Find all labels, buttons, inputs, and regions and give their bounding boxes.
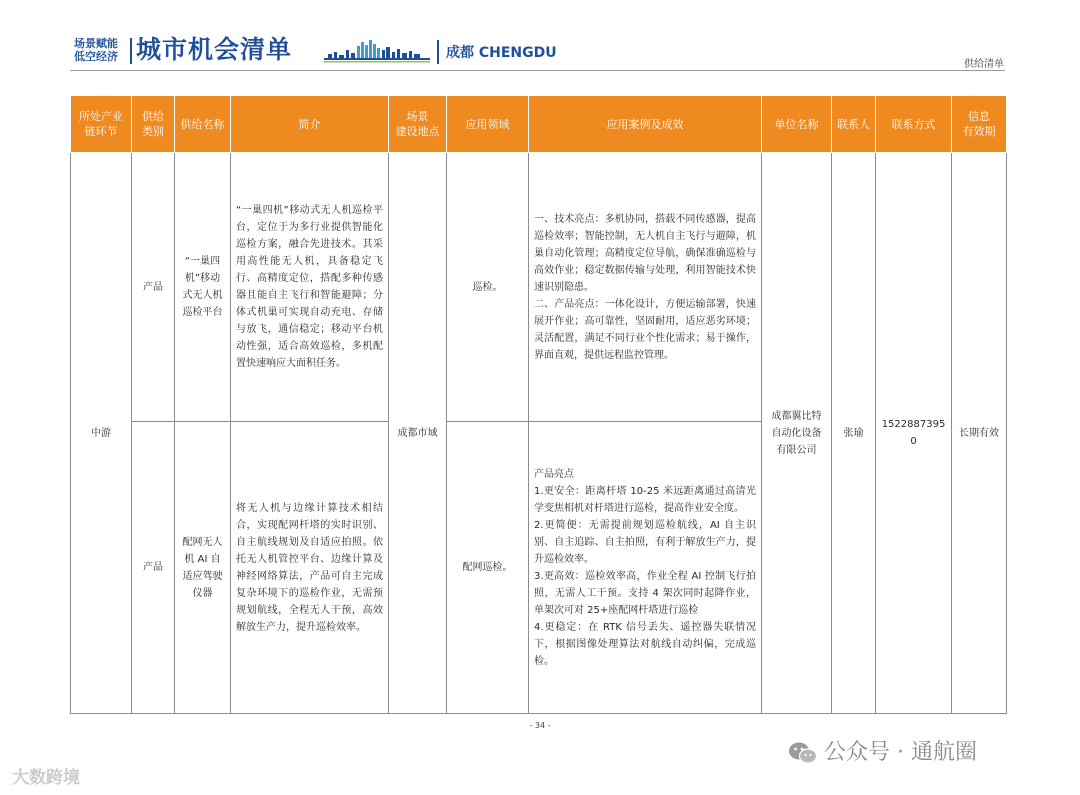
col-header-field: 应用领域 (447, 96, 529, 153)
field-cell: 配网巡检。 (447, 422, 529, 714)
validity-cell: 长期有效 (952, 153, 1007, 714)
watermark-text: 公众号 · 通航圈 (824, 740, 977, 765)
category-cell: 产品 (132, 153, 175, 422)
header-divider (130, 38, 132, 64)
col-header-validity: 信息 有效期 (952, 96, 1007, 153)
col-header-intro: 简介 (231, 96, 389, 153)
wechat-icon (788, 741, 818, 765)
col-header-contact: 联系人 (832, 96, 876, 153)
section-label: 供给清单 (964, 59, 1004, 70)
page-number: - 34 - (529, 721, 551, 730)
cases-cell: 一、技术亮点：多机协同，搭载不同传感器，提高巡检效率；智能控制，无人机自主飞行与避障，机巢自动化管理；高精度定位导航，确保准确巡检与高效作业；稳定数据传输与处理，利用智能技术快速识别隐患。 二、产品亮点：一体化设计，方便运输部署，快速展开作业；高可靠性，坚固耐用，适应恶劣环境；灵活配置，满足不同行业个性化需求；易于操作，界面直观，提供远程监控管理。 (529, 153, 762, 422)
document-title: 城市机会清单 (136, 35, 293, 64)
watermark (788, 735, 977, 766)
field-cell: 巡检。 (447, 153, 529, 422)
page-header (0, 0, 1080, 80)
col-header-phone: 联系方式 (876, 96, 952, 153)
header-divider-2 (437, 40, 439, 64)
col-header-cases: 应用案例及成效 (529, 96, 762, 153)
cases-cell: 产品亮点 1.更安全：距离杆塔 10-25 米远距离通过高清光学变焦相机对杆塔进行巡检，提高作业安全度。 2.更简便：无需提前规划巡检航线，AI 自主识别、自主追踪、自主拍照，有利于解放生产力，提升巡检效率。 3.更高效：巡检效率高，作业全程 AI 控制飞行拍照，无需人工干预。支持 4 架次同时起降作业，单架次可对 25+座配网杆塔进行巡检 4.更稳定：在 RTK 信号丢失、遥控器失联情况下，根据图像处理算法对航线自动纠偏，完成巡检。 (529, 422, 762, 714)
location-cell: 成都市域 (389, 153, 447, 714)
col-header-supply-name: 供给名称 (175, 96, 231, 153)
city-skyline-logo (324, 40, 430, 64)
chain-segment-cell: 中游 (71, 153, 132, 714)
header-rule (70, 70, 1005, 71)
slogan-line-1: 场景赋能 (74, 37, 118, 50)
intro-cell: “一巢四机”移动式无人机巡检平台，定位于为多行业提供智能化巡检方案，融合先进技术。其采用高性能无人机，具备稳定飞行、高精度定位，搭配多种传感器且能自主飞行和智能避障；分体式机巢可实现自动充电、存储与放飞，通信稳定；移动平台机动性强，适合高效巡检，多机配置快速响应大面积任务。 (231, 153, 389, 422)
company-cell: 成都翼比特自动化设备有限公司 (762, 153, 832, 714)
supply-name-cell: 配网无人机 AI 自适应驾驶仪器 (175, 422, 231, 714)
table-header-row (71, 96, 1007, 153)
watermark-2: 大数跨境 (12, 768, 80, 788)
col-header-chain-segment: 所处产业 链环节 (71, 96, 132, 153)
table-row (71, 153, 1007, 422)
category-cell: 产品 (132, 422, 175, 714)
phone-cell: 15228873950 (876, 153, 952, 714)
col-header-location: 场景 建设地点 (389, 96, 447, 153)
intro-cell: 将无人机与边缘计算技术相结合，实现配网杆塔的实时识别、自主航线规划及自适应拍照。依托无人机管控平台、边缘计算及神经网络算法，产品可自主完成复杂环境下的巡检作业，无需预规划航线，全程无人干预，高效解放生产力，提升巡检效率。 (231, 422, 389, 714)
col-header-company: 单位名称 (762, 96, 832, 153)
col-header-supply-category: 供给 类别 (132, 96, 175, 153)
contact-cell: 张瑜 (832, 153, 876, 714)
slogan (74, 37, 118, 63)
slogan-line-2: 低空经济 (74, 50, 118, 63)
city-name: 成都 CHENGDU (446, 45, 557, 61)
supply-table (70, 95, 1007, 714)
supply-name-cell: “一巢四机”移动式无人机巡检平台 (175, 153, 231, 422)
